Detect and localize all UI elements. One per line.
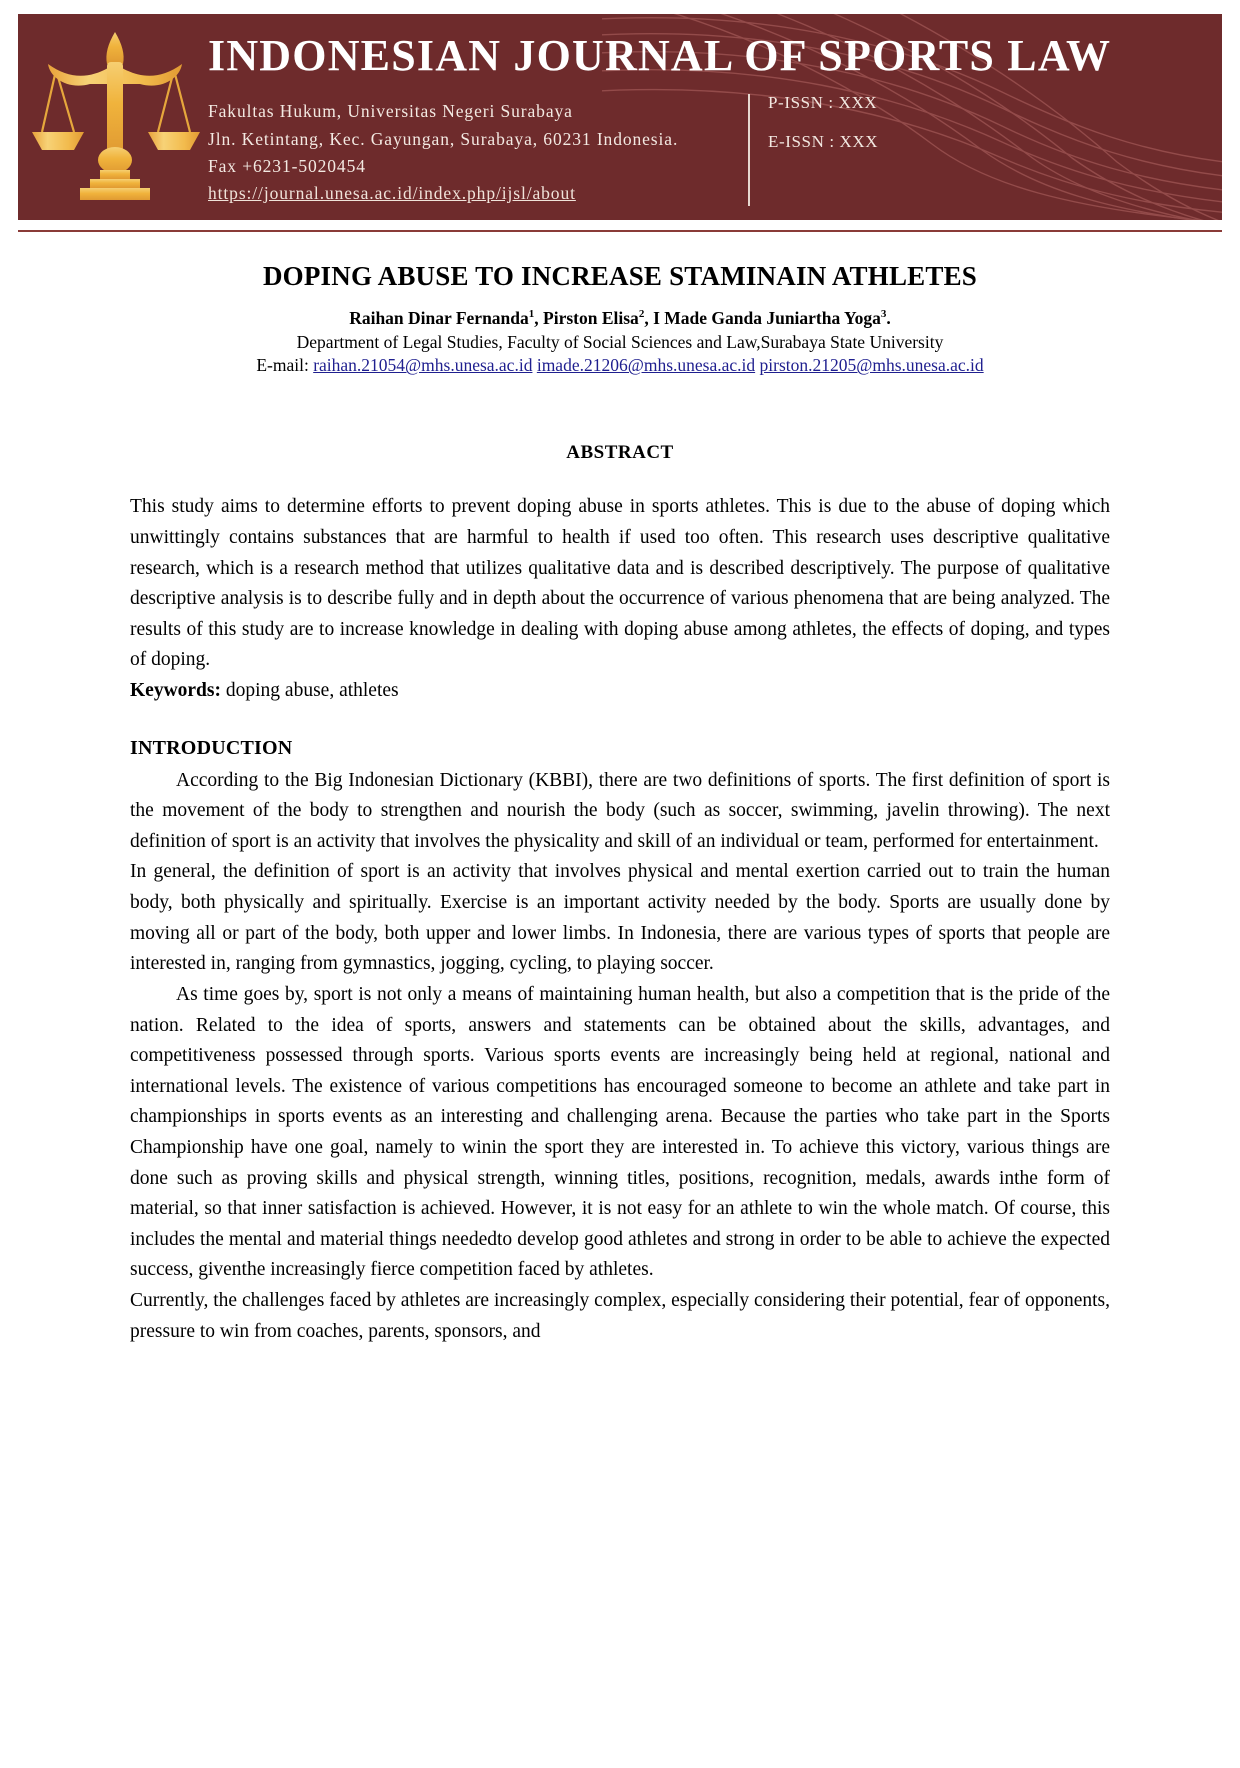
fax-line: Fax +6231-5020454 [208, 155, 366, 176]
email-address-2[interactable]: imade.21206@mhs.unesa.ac.id [536, 355, 756, 376]
introduction-paragraph-2: In general, the definition of sport is an activity that involves physical and mental exertion carried out to train the human body, both physically and spiritually. Exercise is an important activity needed by the body. Sports are usually done by moving all or part of the body, both upper and lower limbs. In Indonesia, there are various types of sports that people are interested in, ranging from gymnastics, jogging, cycling, to playing soccer. [130, 861, 1110, 975]
email-label: E-mail: [256, 355, 309, 376]
author-2: Pirston Elisa [543, 308, 639, 329]
p-issn: P-ISSN : XXX [768, 93, 878, 112]
journal-url-link[interactable]: https://journal.unesa.ac.id/index.php/ijsl/about [208, 183, 576, 204]
abstract-heading: ABSTRACT [566, 442, 674, 464]
author-2-sup: 2 [638, 308, 645, 321]
article-page [130, 232, 1110, 1347]
section-heading-introduction: INTRODUCTION [130, 736, 293, 759]
introduction-paragraph-1: According to the Big Indonesian Dictionary (KBBI), there are two definitions of sports. The first definition of sport is the movement of the body to strengthen and nourish the body (such as soccer, swimming, javelin throwing). The next definition of sport is an activity that involves the physicality and skill of an individual or team, performed for entertainment. [130, 769, 1110, 852]
author-3-sup: 3 [880, 308, 887, 321]
introduction-paragraph-4: Currently, the challenges faced by athletes are increasingly complex, especially considering their potential, fear of opponents, pressure to win from coaches, parents, sponsors, and [130, 1290, 1110, 1342]
email-address-1[interactable]: raihan.21054@mhs.unesa.ac.id [313, 355, 533, 376]
keywords-label: Keywords: [130, 680, 221, 702]
abstract-text: This study aims to determine efforts to prevent doping abuse in sports athletes. This is due to the abuse of doping which unwittingly contains substances that are harmful to health if used too often. This research uses descriptive qualitative research, which is a research method that utilizes qualitative data and is described descriptively. The purpose of qualitative descriptive analysis is to describe fully and in depth about the occurrence of various phenomena that are being analyzed. The results of this study are to increase knowledge in dealing with doping abuse among athletes, the effects of doping, and types of doping. [130, 496, 1110, 671]
scales-of-justice-icon [30, 28, 200, 208]
author-1-sup: 1 [528, 308, 535, 321]
e-issn: E-ISSN : XXX [768, 132, 879, 151]
keywords-line [130, 676, 1110, 707]
author-1: Raihan Dinar Fernanda [349, 308, 529, 329]
email-address-3[interactable]: pirston.21205@mhs.unesa.ac.id [759, 355, 984, 376]
journal-masthead [18, 14, 1222, 220]
author-3: I Made Ganda Juniartha Yoga [653, 308, 881, 329]
journal-title: INDONESIAN JOURNAL OF SPORTS LAW [208, 31, 1112, 80]
author-list: Raihan Dinar Fernanda$^1$, Pirston Elisa$^2$, I Made Ganda Juniartha Yoga$^3$. [349, 308, 891, 329]
issn-block [748, 94, 878, 206]
faculty-line: Fakultas Hukum, Universitas Negeri Surabaya [208, 101, 573, 122]
masthead-text-block [208, 32, 1210, 208]
page-title: DOPING ABUSE TO INCREASE STAMINAIN ATHLETES [262, 261, 978, 291]
keywords-value: doping abuse, athletes [221, 680, 399, 702]
masthead-contact-lines [208, 98, 1210, 207]
email-line [130, 355, 1110, 376]
introduction-paragraph-3: As time goes by, sport is not only a means of maintaining human health, but also a competition that is the pride of the nation. Related to the idea of sports, answers and statements can be obtained about the skills, advantages, and competitiveness possessed through sports. Various sports events are increasingly being held at regional, national and international levels. The existence of various competitions has encouraged someone to become an athlete and take part in championships in sports events as an interesting and challenging arena. Because the parties who take part in the Sports Championship have one goal, namely to winin the sport they are interested in. To achieve this victory, various things are done such as proving skills and physical strength, winning titles, positions, recognition, medals, awards inthe form of material, so that inner satisfaction is achieved. However, it is not easy for an athlete to win the whole match. Of course, this includes the mental and material things neededto develop good athletes and strong in order to be able to achieve the expected success, giventhe increasingly fierce competition faced by athletes. [130, 983, 1110, 1281]
address-line: Jln. Ketintang, Kec. Gayungan, Surabaya, 60231 Indonesia. [208, 128, 679, 149]
affiliation: Department of Legal Studies, Faculty of Social Sciences and Law,Surabaya State University [296, 332, 944, 353]
